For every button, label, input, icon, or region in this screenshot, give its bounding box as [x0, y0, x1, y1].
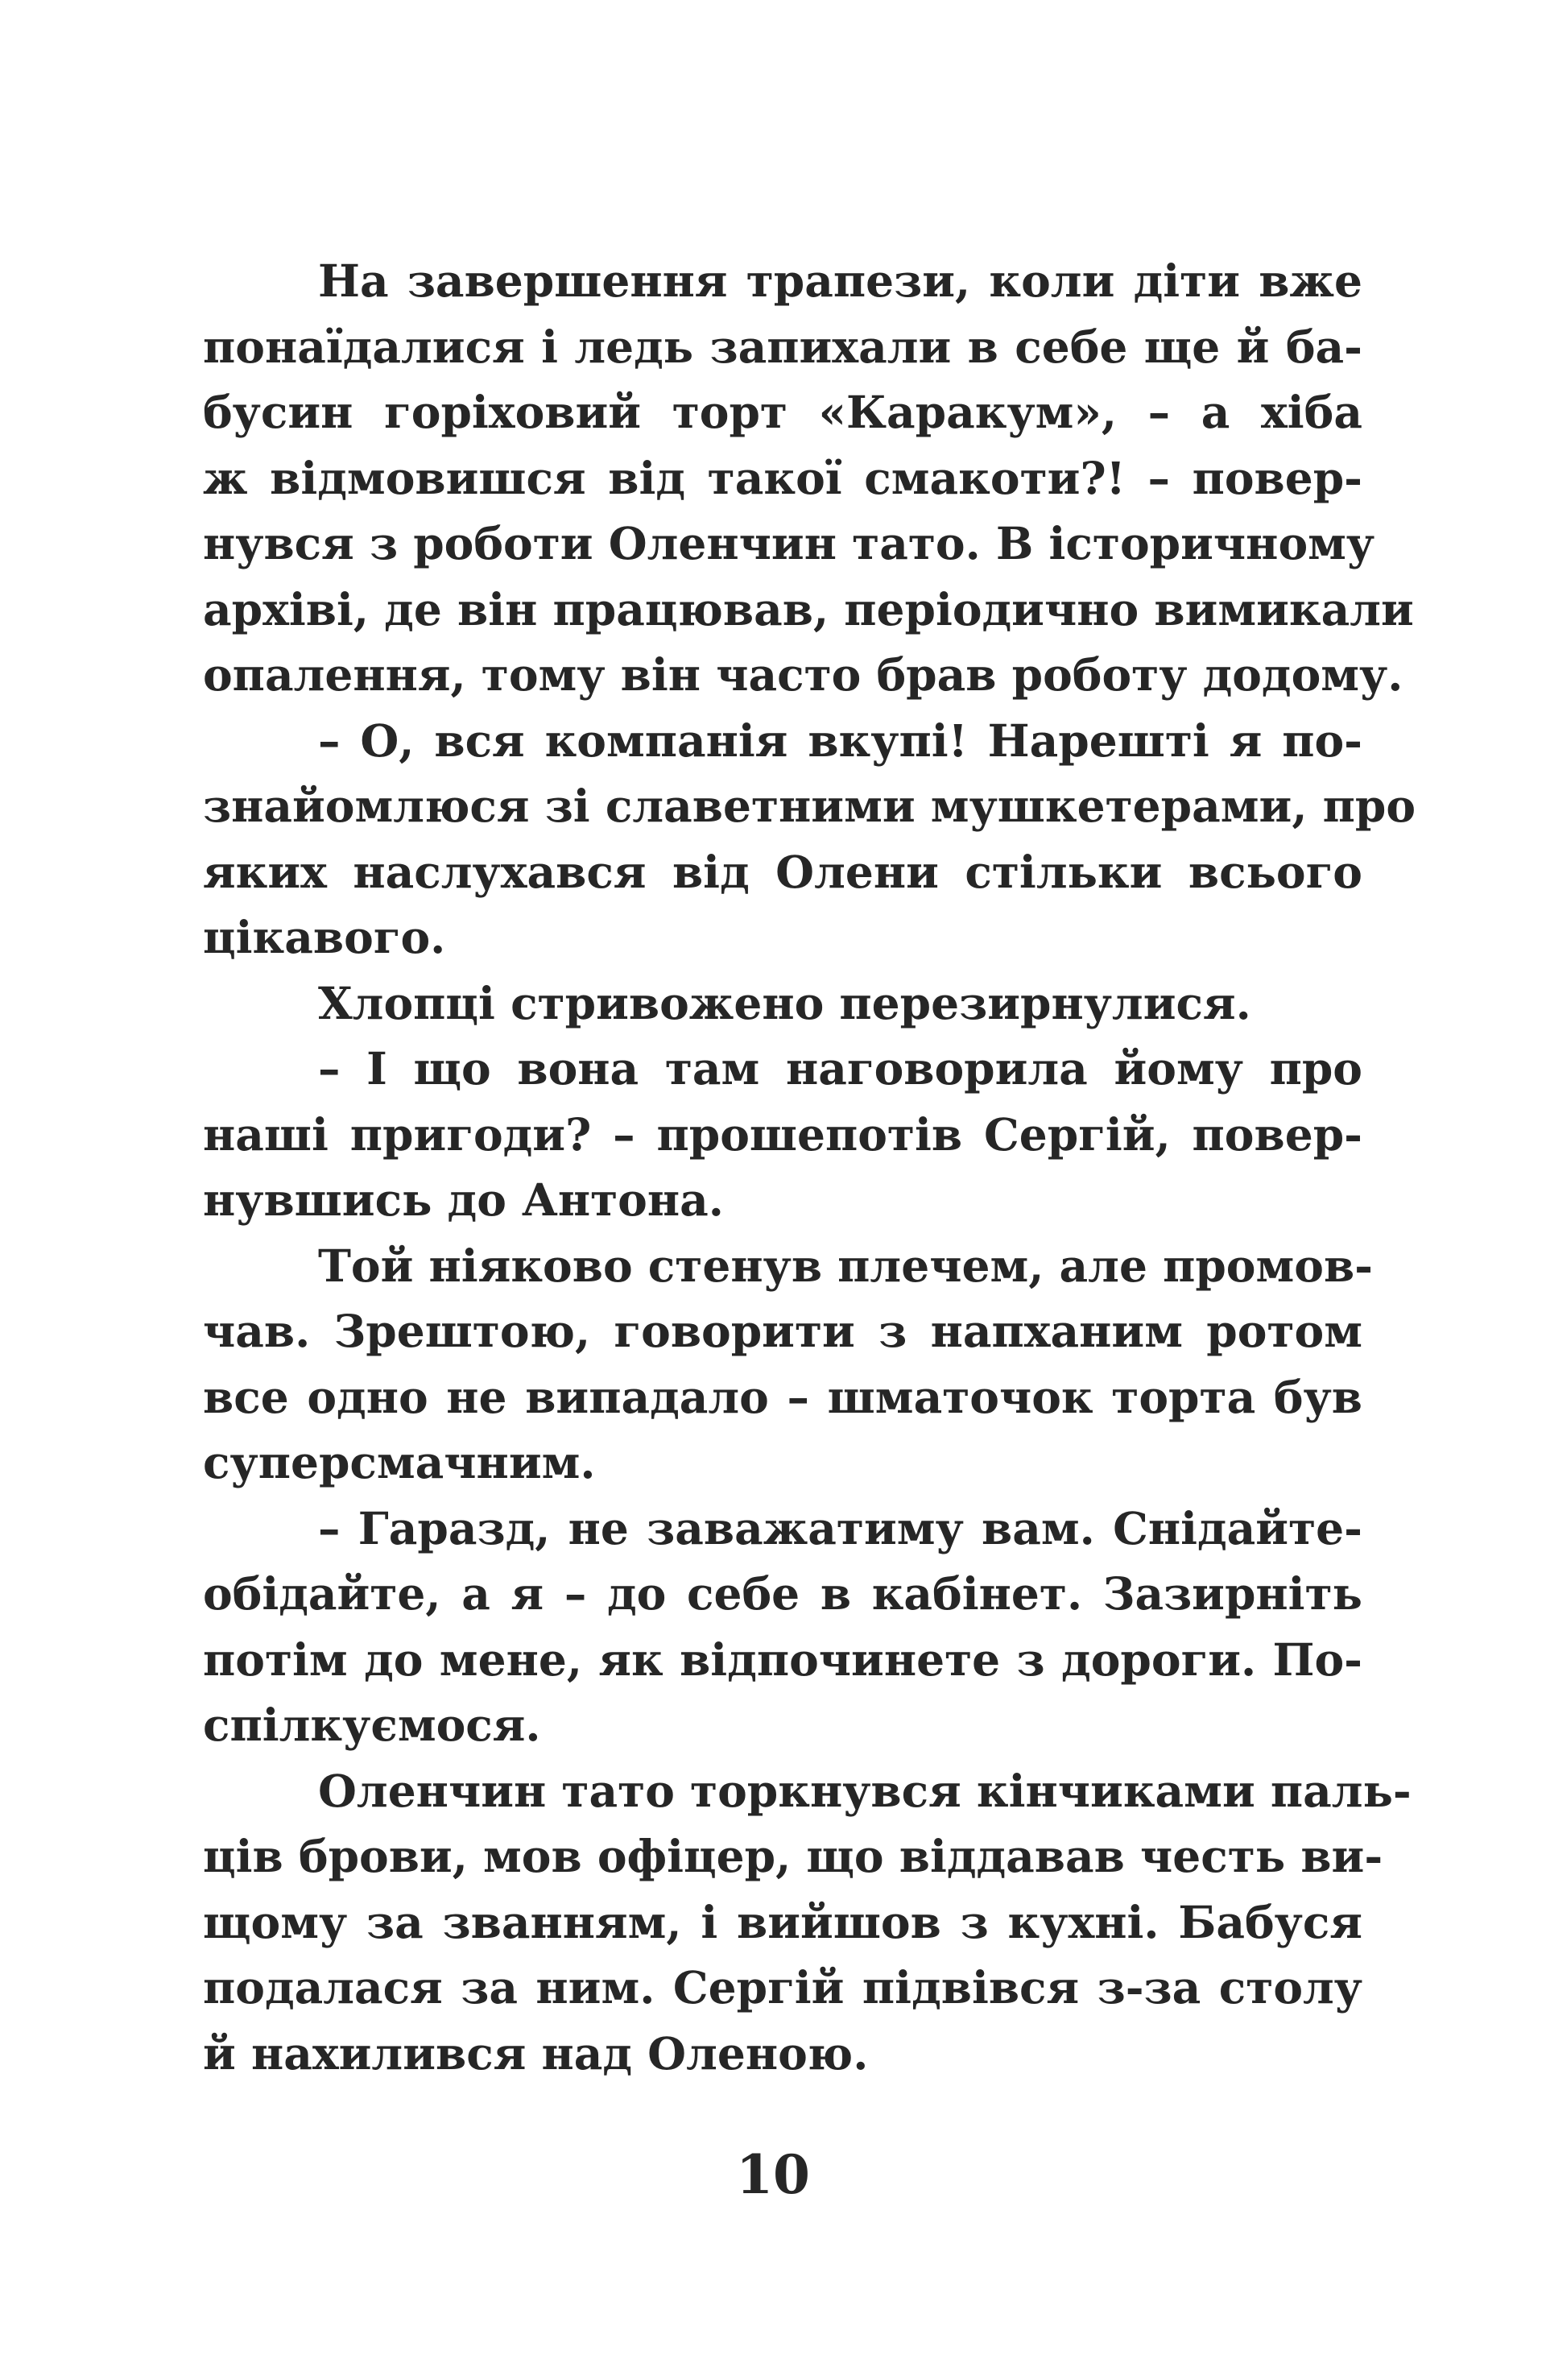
text-line: Той ніяково стенув плечем, але промов- [318, 1239, 1373, 1292]
text-line: наші пригоди? – прошепотів Сергій, повер- [203, 1107, 1362, 1161]
text-line: Хлопці стривожено перезирнулися. [318, 976, 1251, 1029]
text-line: яких наслухався від Олени стільки всього [203, 845, 1362, 898]
text-line: обідайте, а я – до себе в кабінет. Зазирніть [203, 1567, 1362, 1620]
text-line: подалася за ним. Сергій підвівся з-за столу [203, 1961, 1362, 2014]
text-line: суперсмачним. [203, 1436, 596, 1488]
text-line: Оленчин тато торкнувся кінчиками паль- [318, 1764, 1412, 1817]
text-line: потім до мене, як відпочинете з дороги. По- [203, 1633, 1362, 1686]
text-line: – Гаразд, не заважатиму вам. Снідайте- [318, 1501, 1362, 1554]
text-line: ж відмовишся від такої смакоти?! – повер- [203, 451, 1362, 504]
text-line: все одно не випадало – шматочок торта був [203, 1370, 1362, 1423]
body-text [203, 248, 1416, 2086]
text-line: спілкуємося. [203, 1699, 541, 1751]
text-line: й нахилився над Оленою. [203, 2026, 869, 2080]
text-line: понаїдалися і ледь запихали в себе ще й ба- [203, 320, 1362, 373]
text-line: бусин горіховий торт «Каракум», – а хіба [203, 386, 1362, 438]
page-number: 10 [736, 2143, 810, 2206]
text-line: нувся з роботи Оленчин тато. В історичному [203, 517, 1375, 569]
text-line: ців брови, мов офіцер, що віддавав честь ви- [203, 1830, 1383, 1882]
text-line: нувшись до Антона. [203, 1173, 724, 1226]
text-line: щому за званням, і вийшов з кухні. Бабуся [203, 1895, 1362, 1948]
text-line: – І що вона там наговорила йому про [318, 1042, 1362, 1095]
text-line: цікавого. [203, 911, 446, 963]
text-line: На завершення трапези, коли діти вже [318, 255, 1362, 307]
text-line: опалення, тому він часто брав роботу додому. [203, 648, 1403, 701]
text-line: чав. Зрештою, говорити з напханим ротом [203, 1305, 1362, 1357]
text-line: знайомлюся зі славетними мушкетерами, про [203, 780, 1416, 832]
text-line: – О, вся компанія вкупі! Нарешті я по- [318, 714, 1362, 767]
text-line: архіві, де він працював, періодично вимикали [203, 582, 1414, 635]
